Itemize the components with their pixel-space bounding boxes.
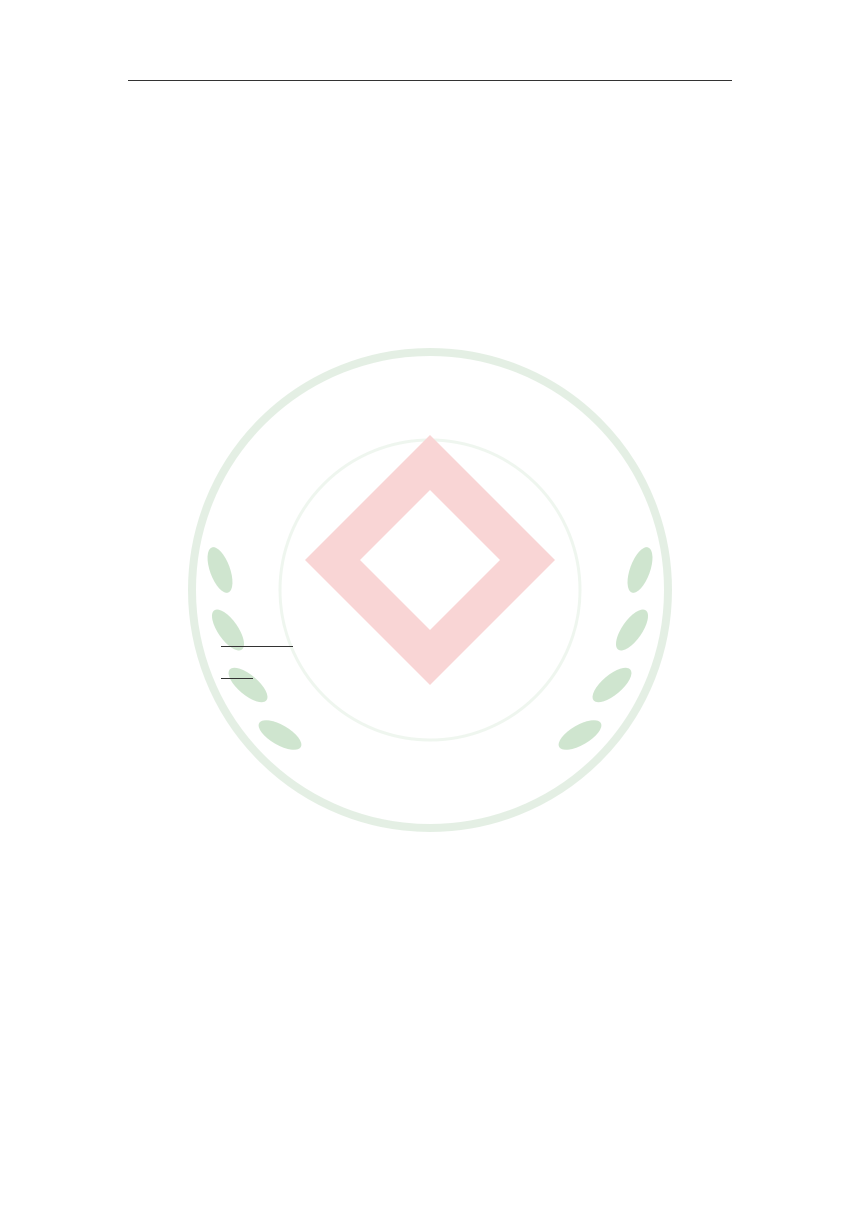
association-seal-watermark <box>180 340 680 840</box>
header-rule <box>128 80 732 81</box>
plate-number-blank <box>269 632 293 647</box>
section-1-line-2 <box>221 664 253 683</box>
owner-name-blank <box>221 664 253 679</box>
section-1-line-1 <box>221 632 293 651</box>
laurel-right-icon <box>554 544 657 756</box>
car-model-blank <box>221 632 269 647</box>
